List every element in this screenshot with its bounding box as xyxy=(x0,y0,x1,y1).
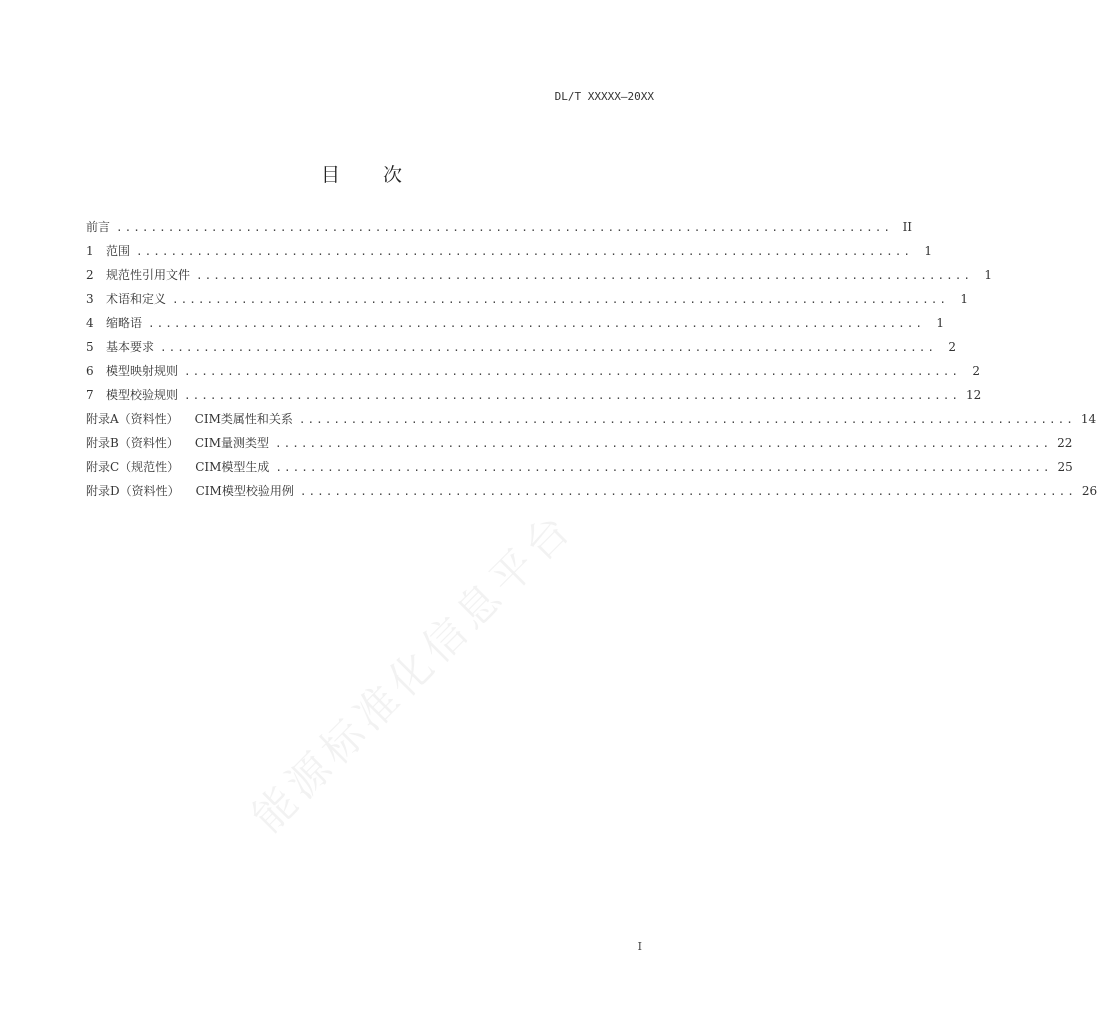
toc-entry-number: 3 xyxy=(86,292,94,306)
toc-entry-page: 26 xyxy=(1081,484,1097,498)
toc-entry-label: 规范性引用文件 xyxy=(106,268,191,282)
toc-leader-dots: .......................................................................................... xyxy=(160,341,937,354)
toc-leader-dots: .......................................................................................... xyxy=(136,245,913,258)
toc-entry-normative-references[interactable] xyxy=(86,266,993,290)
toc-entry-label: 基本要求 xyxy=(106,340,155,354)
toc-entry-scope[interactable] xyxy=(86,242,933,266)
toc-entry-page: 22 xyxy=(1057,436,1073,450)
toc-appendix-title: CIM模型校验用例 xyxy=(195,484,294,498)
toc-entry-number: 5 xyxy=(86,340,94,354)
toc-entry-page: 1 xyxy=(924,244,933,258)
toc-entry-appendix-b[interactable] xyxy=(86,434,1073,458)
toc-entry-page: 1 xyxy=(936,316,945,330)
toc-leader-dots: .......................................................................................... xyxy=(298,413,1075,426)
toc-leader-dots: .......................................................................................... xyxy=(184,365,961,378)
toc-entry-terms[interactable] xyxy=(86,290,969,314)
toc-entry-foreword[interactable] xyxy=(86,218,913,242)
toc-leader-dots: .......................................................................................... xyxy=(148,317,925,330)
toc-entry-abbreviations[interactable] xyxy=(86,314,945,338)
toc-entry-appendix-c[interactable] xyxy=(86,458,1073,482)
toc-title xyxy=(0,160,724,187)
toc-entry-appendix-d[interactable] xyxy=(86,482,1097,506)
toc-entry-model-validation-rules[interactable] xyxy=(86,386,982,410)
toc-entry-number: 6 xyxy=(86,364,94,378)
toc-entry-page: 2 xyxy=(948,340,957,354)
table-of-contents xyxy=(86,218,1097,506)
toc-entry-page: II xyxy=(902,220,913,234)
toc-leader-dots: .......................................................................................... xyxy=(299,485,1076,498)
toc-entry-page: 12 xyxy=(966,388,982,402)
toc-entry-label: 模型校验规则 xyxy=(106,388,179,402)
toc-entry-page: 1 xyxy=(984,268,993,282)
toc-entry-page: 14 xyxy=(1080,412,1097,426)
toc-entry-number: 7 xyxy=(86,388,94,402)
toc-entry-page: 2 xyxy=(972,364,981,378)
toc-leader-dots: .......................................................................................... xyxy=(275,461,1052,474)
toc-entry-model-mapping-rules[interactable] xyxy=(86,362,981,386)
watermark: 能源标准化信息平台 xyxy=(242,501,583,842)
toc-leader-dots: .......................................................................................... xyxy=(116,221,893,234)
toc-appendix-prefix: 附录D（资料性） xyxy=(86,484,180,498)
toc-title-char-1: 目 xyxy=(320,164,341,186)
toc-leader-dots: .......................................................................................... xyxy=(196,269,973,282)
toc-appendix-prefix: 附录A（资料性） xyxy=(86,412,179,426)
toc-entry-number: 4 xyxy=(86,316,94,330)
toc-appendix-prefix: 附录B（资料性） xyxy=(86,436,179,450)
toc-title-char-2: 次 xyxy=(383,164,404,186)
toc-entry-label: 范围 xyxy=(106,244,131,258)
toc-appendix-title: CIM模型生成 xyxy=(195,460,270,474)
document-code: DL/T XXXXX—20XX xyxy=(554,90,654,103)
toc-entry-label: 模型映射规则 xyxy=(106,364,179,378)
toc-entry-page: 1 xyxy=(960,292,969,306)
page-number: I xyxy=(637,940,642,953)
toc-entry-number: 2 xyxy=(86,268,94,282)
toc-entry-number: 1 xyxy=(86,244,94,258)
toc-leader-dots: .......................................................................................... xyxy=(172,293,949,306)
toc-appendix-title: CIM量测类型 xyxy=(194,436,270,450)
toc-entry-appendix-a[interactable] xyxy=(86,410,1097,434)
toc-entry-basic-requirements[interactable] xyxy=(86,338,957,362)
toc-leader-dots: .......................................................................................... xyxy=(184,389,961,402)
toc-appendix-prefix: 附录C（规范性） xyxy=(86,460,180,474)
toc-entry-label: 前言 xyxy=(86,220,111,234)
toc-entry-label: 缩略语 xyxy=(106,316,143,330)
toc-entry-label: 术语和定义 xyxy=(106,292,167,306)
toc-leader-dots: .......................................................................................... xyxy=(275,437,1052,450)
toc-entry-page: 25 xyxy=(1057,460,1073,474)
toc-appendix-title: CIM类属性和关系 xyxy=(194,412,293,426)
